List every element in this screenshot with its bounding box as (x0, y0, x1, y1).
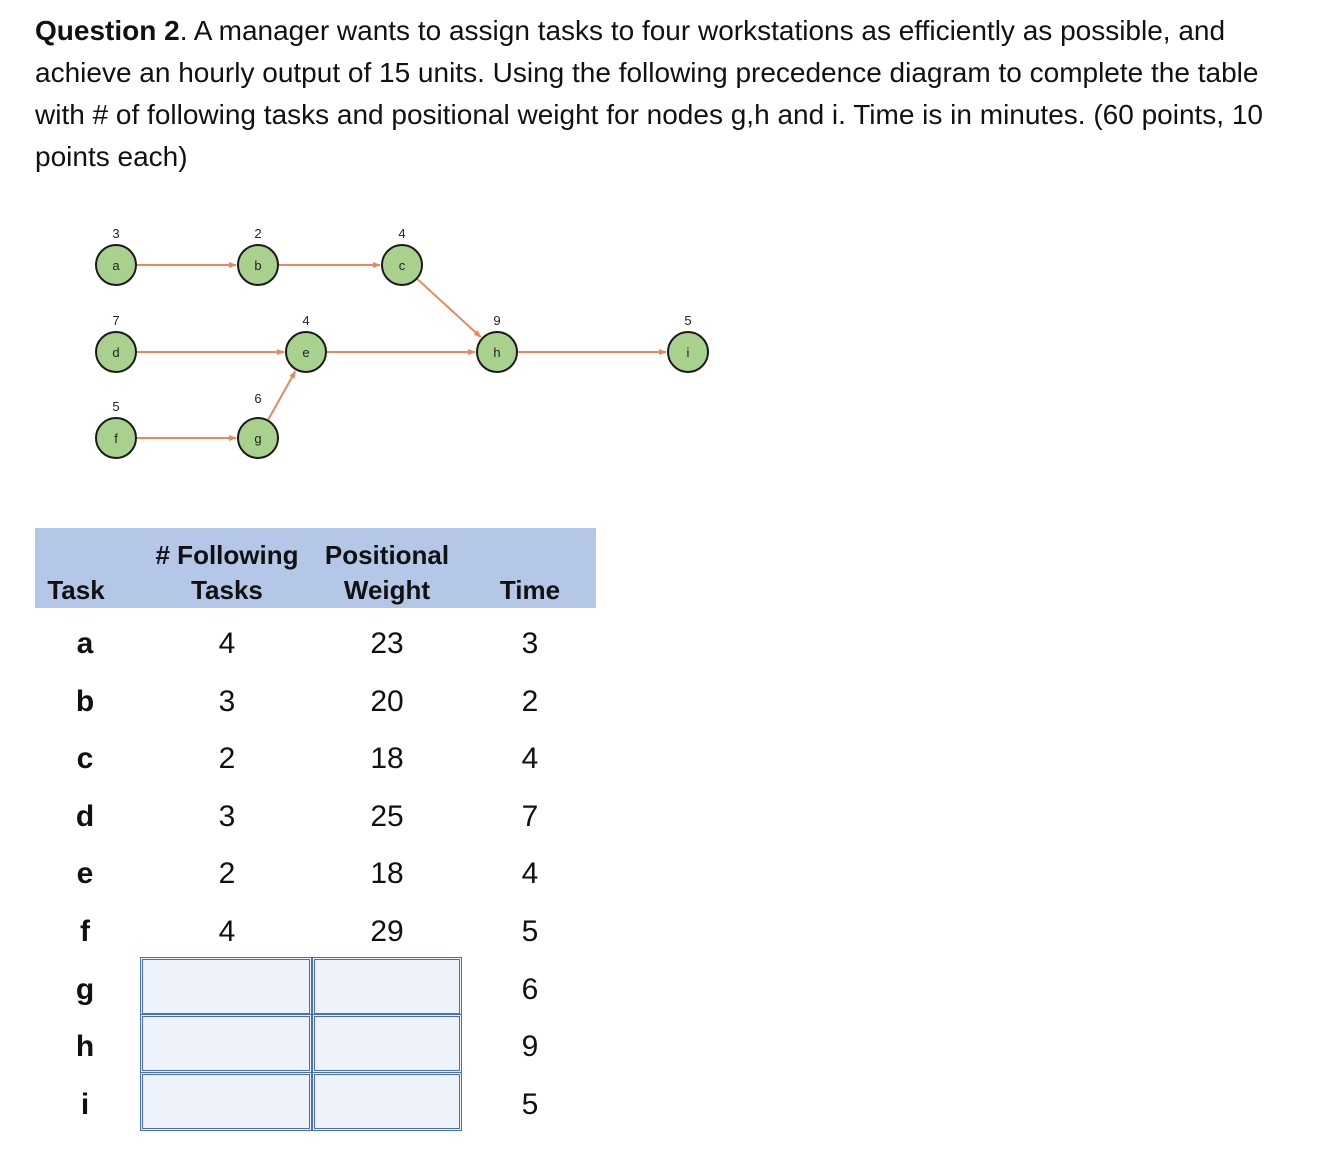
edge-g-e (268, 371, 295, 419)
node-b (238, 226, 278, 285)
time-cell-f: 5 (521, 915, 539, 948)
following-cell-c: 2 (218, 742, 236, 776)
task-cell-i: i (80, 1087, 90, 1121)
header-weight-line1: Positional (324, 540, 450, 570)
weight-input-g[interactable] (312, 957, 462, 1016)
time-cell-h: 9 (521, 1030, 539, 1064)
node-time-d: 7 (112, 313, 120, 328)
weight-cell-a: 23 (370, 627, 404, 660)
node-time-f: 5 (112, 399, 120, 414)
node-label-e: e (302, 345, 310, 360)
time-cell-d: 7 (521, 799, 539, 833)
task-cell-c: c (76, 742, 94, 776)
precedence-diagram (0, 200, 760, 480)
following-cell-f: 4 (218, 915, 236, 948)
node-label-g: g (254, 431, 262, 446)
weight-cell-e: 18 (370, 857, 404, 891)
node-label-d: d (112, 345, 120, 360)
time-cell-b: 2 (521, 684, 539, 718)
weight-cell-d: 25 (370, 799, 404, 833)
node-e (286, 313, 326, 372)
following-input-i[interactable] (140, 1072, 312, 1131)
header-task: Task (47, 575, 105, 605)
node-time-a: 3 (112, 226, 120, 241)
node-time-i: 5 (684, 313, 692, 328)
question-body: . A manager wants to assign tasks to four workstations as efficiently as possible, and achieve an hourly output of 15 units. Using the following precedence diagram to complete the table with # of following tasks and positional weight for nodes g,h and i. Time is in minutes. (60 points, 10 points each) (35, 15, 1264, 172)
weight-cell-b: 20 (370, 684, 404, 718)
following-cell-b: 3 (218, 684, 236, 718)
edge-c-h (417, 279, 480, 337)
following-cell-e: 2 (218, 857, 236, 891)
task-cell-f: f (80, 915, 90, 948)
task-cell-h: h (75, 1030, 95, 1064)
time-cell-c: 4 (521, 742, 539, 776)
node-label-b: b (254, 258, 262, 273)
node-label-a: a (112, 258, 120, 273)
node-label-h: h (493, 345, 501, 360)
task-cell-b: b (75, 684, 95, 718)
node-label-c: c (398, 258, 406, 273)
task-cell-g: g (75, 972, 95, 1006)
weight-input-i[interactable] (312, 1072, 462, 1131)
node-c (382, 226, 422, 285)
node-time-h: 9 (493, 313, 501, 328)
time-cell-a: 3 (521, 627, 539, 660)
header-weight-line2: Weight (343, 575, 431, 605)
node-a (96, 226, 136, 285)
node-label-f: f (114, 431, 118, 446)
node-time-g: 6 (254, 391, 262, 406)
node-time-e: 4 (302, 313, 310, 328)
task-cell-e: e (76, 857, 94, 891)
following-cell-d: 3 (218, 799, 236, 833)
task-cell-d: d (75, 799, 95, 833)
question-label: Question 2 (35, 15, 180, 46)
weight-cell-c: 18 (370, 742, 404, 776)
time-cell-i: 5 (521, 1087, 539, 1121)
node-time-b: 2 (254, 226, 262, 241)
question-text (35, 10, 1295, 178)
node-i (668, 313, 708, 372)
task-cell-a: a (76, 627, 94, 660)
header-following-line1: # Following (155, 540, 299, 570)
following-input-g[interactable] (140, 957, 312, 1016)
node-d (96, 313, 136, 372)
weight-cell-f: 29 (370, 915, 404, 948)
node-label-i: i (686, 345, 690, 360)
following-cell-a: 4 (218, 627, 236, 660)
node-h (477, 313, 517, 372)
following-input-h[interactable] (140, 1014, 312, 1073)
header-time: Time (499, 575, 561, 605)
weight-input-h[interactable] (312, 1014, 462, 1073)
header-following-line2: Tasks (191, 575, 263, 605)
node-g (238, 391, 278, 458)
time-cell-e: 4 (521, 857, 539, 891)
node-f (96, 399, 136, 458)
time-cell-g: 6 (521, 972, 539, 1006)
node-time-c: 4 (398, 226, 406, 241)
